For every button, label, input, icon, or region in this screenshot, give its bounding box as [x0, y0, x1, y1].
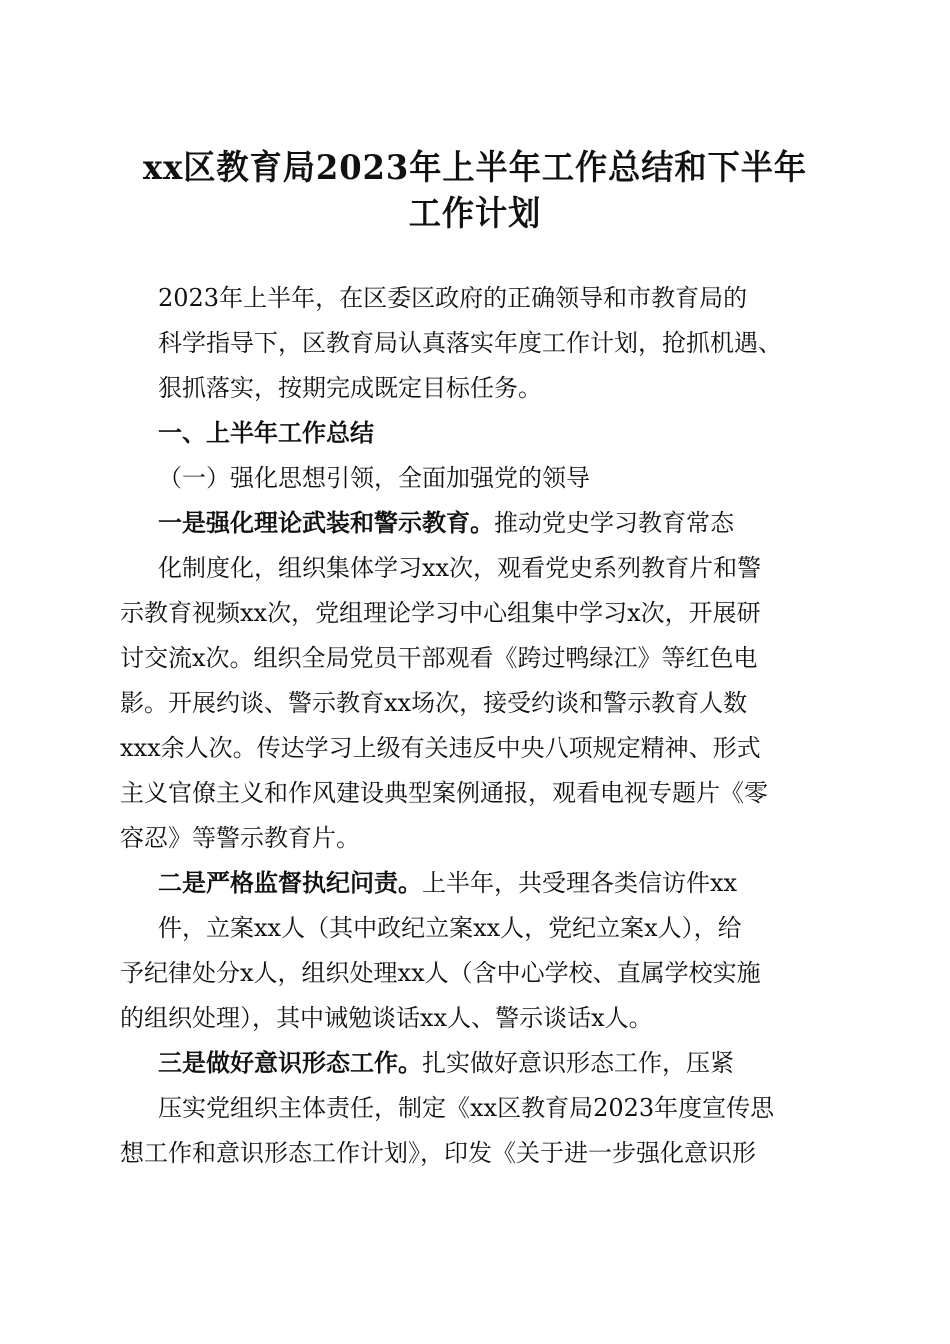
- item3-first-rest: 扎实做好意识形态工作，压紧: [422, 1049, 734, 1077]
- item2-line: 件，立案xx人（其中政纪立案xx人，党纪立案x人），给: [158, 914, 742, 942]
- item3-line: 想工作和意识形态工作计划》，印发《关于进一步强化意识形: [120, 1139, 756, 1167]
- document-title-line-1: xx区教育局2023年上半年工作总结和下半年: [142, 148, 807, 188]
- item1-first-rest: 推动党史学习教育常态: [494, 509, 734, 537]
- item2-line: 予纪律处分x人，组织处理xx人（含中心学校、直属学校实施: [120, 959, 761, 987]
- item1-line: 示教育视频xx次，党组理论学习中心组集中学习x次，开展研: [120, 599, 761, 627]
- item2-lead: 二是严格监督执纪问责。: [158, 868, 422, 897]
- item1-line: xxx余人次。传达学习上级有关违反中央八项规定精神、形式: [120, 734, 761, 762]
- document-title-line-2: 工作计划: [408, 194, 542, 234]
- intro-line-3: 狠抓落实，按期完成既定目标任务。: [158, 374, 542, 402]
- item1-lead: 一是强化理论武装和警示教育。: [158, 508, 494, 537]
- item3-first-line: [158, 1048, 734, 1078]
- intro-line-2: 科学指导下，区教育局认真落实年度工作计划，抢抓机遇、: [158, 329, 782, 357]
- subsection-heading: （一）强化思想引领，全面加强党的领导: [158, 464, 590, 492]
- item1-line: 主义官僚主义和作风建设典型案例通报，观看电视专题片《零: [120, 779, 768, 807]
- item3-lead: 三是做好意识形态工作。: [158, 1048, 422, 1077]
- item1-first-line: [158, 508, 734, 538]
- item2-first-line: [158, 868, 737, 898]
- item1-line: 影。开展约谈、警示教育xx场次，接受约谈和警示教育人数: [120, 689, 748, 717]
- intro-line-1: 2023年上半年，在区委区政府的正确领导和市教育局的: [158, 284, 748, 312]
- item2-first-rest: 上半年，共受理各类信访件xx: [422, 869, 738, 897]
- item1-line: 化制度化，组织集体学习xx次，观看党史系列教育片和警: [158, 554, 762, 582]
- item2-line: 的组织处理），其中诫勉谈话xx人、警示谈话x人。: [120, 1004, 653, 1032]
- item1-line: 容忍》等警示教育片。: [120, 824, 360, 852]
- item1-line: 讨交流x次。组织全局党员干部观看《跨过鸭绿江》等红色电: [120, 644, 758, 672]
- section-heading: 一、上半年工作总结: [158, 418, 374, 447]
- item3-line: 压实党组织主体责任，制定《xx区教育局2023年度宣传思: [158, 1094, 775, 1122]
